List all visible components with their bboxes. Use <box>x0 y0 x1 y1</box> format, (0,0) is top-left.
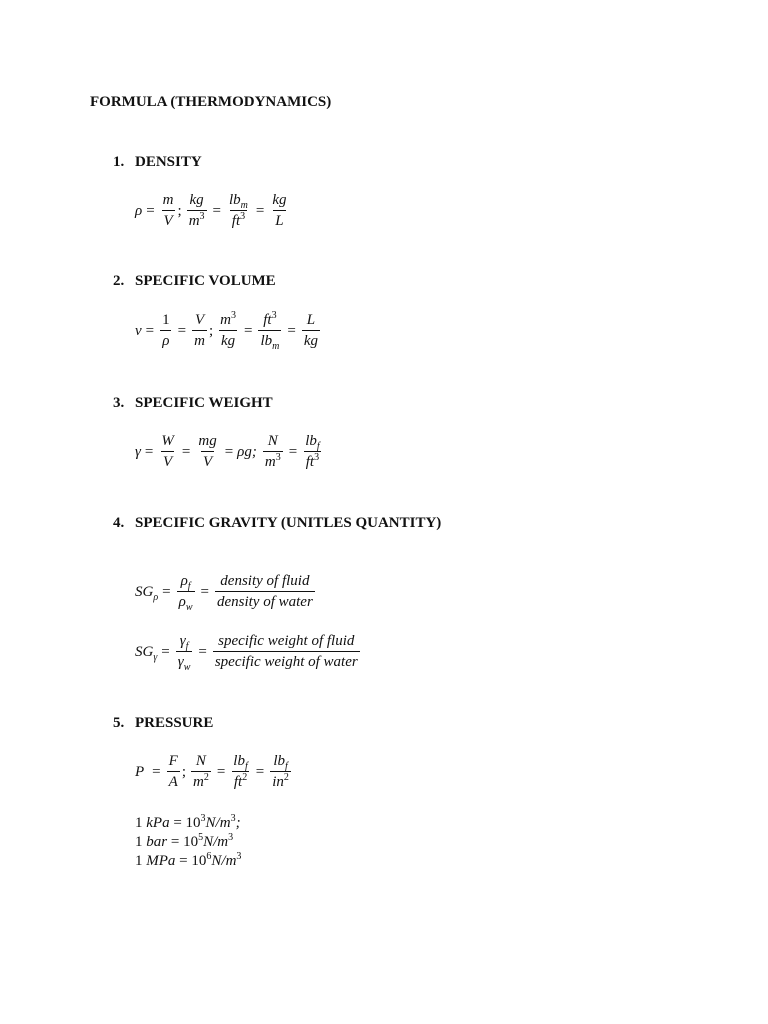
section-heading-pressure <box>113 715 213 732</box>
section-title: PRESSURE <box>135 715 214 731</box>
section-title: SPECIFIC WEIGHT <box>135 395 273 411</box>
section-heading-specific-weight <box>113 395 273 412</box>
symbol: γ <box>135 443 141 460</box>
section-number: 5. <box>113 715 125 731</box>
fraction: $\frac{1}{\rho}$ <box>162 312 170 349</box>
fraction: $\frac{\rho_f}{\rho_w}$ <box>178 573 193 613</box>
fraction: $\frac{mg}{V}$ <box>198 433 217 470</box>
section-title: SPECIFIC GRAVITY (UNITLES QUANTITY) <box>135 515 442 531</box>
fraction: $\frac{W}{V}$ <box>161 433 174 470</box>
density-formula: ρ = $\frac{m}{V}$ ; $\frac{kg}{m^3}$ = $\frac{lb_m}{ft^3}$ = $\frac{kg}{L}$ <box>135 192 287 229</box>
symbol: v <box>135 322 142 339</box>
fraction: $\frac{ft^3}{lb_m}$ <box>260 310 280 352</box>
fraction: $\frac{kg}{L}$ <box>272 192 287 229</box>
page-title: FORMULA (THERMODYNAMICS) <box>90 94 332 110</box>
fraction: $\frac{lb_f}{in^2}$ <box>272 753 289 790</box>
section-title: DENSITY <box>135 154 202 170</box>
section-number: 1. <box>113 154 125 170</box>
fraction: $\frac{\gamma_f}{\gamma_w}$ <box>177 633 191 673</box>
section-title: SPECIFIC VOLUME <box>135 273 276 289</box>
section-number: 4. <box>113 515 125 531</box>
section-heading-density <box>113 154 202 171</box>
specific-weight-formula: γ = $\frac{W}{V}$ = $\frac{mg}{V}$ = ρg; $\frac{N}{m^3}$ = $\frac{lb_f}{ft^3}$ <box>135 433 320 470</box>
fraction: $\frac{F}{A}$ <box>168 753 178 790</box>
symbol: $SG_\gamma$ <box>135 643 158 663</box>
fraction: $\frac{N}{m^3}$ <box>264 433 281 470</box>
specific-gravity-weight-formula: $SG_\gamma$ = $\frac{\gamma_f}{\gamma_w}$ = $\frac{\text{specific weight of fluid}}{\text{specific weight of water}}$ <box>135 633 358 673</box>
section-heading-specific-gravity <box>113 515 441 532</box>
symbol: ρ <box>135 202 143 219</box>
section-number: 3. <box>113 395 125 411</box>
fraction: $\frac{lb_f}{ft^3}$ <box>305 433 320 470</box>
conversion-kpa: 1 kPa = $10^3N/m^3$; <box>135 813 241 831</box>
section-heading-specific-volume <box>113 273 276 290</box>
fraction: $\frac{m}{V}$ <box>162 192 174 229</box>
fraction: $\frac{V}{m}$ <box>194 312 205 349</box>
fraction: $\frac{\text{density of fluid}}{\text{density of water}}$ <box>216 573 313 610</box>
fraction: $\frac{lb_f}{ft^2}$ <box>233 753 248 790</box>
fraction: $\frac{lb_m}{ft^3}$ <box>229 192 248 229</box>
fraction: $\frac{m^3}{kg}$ <box>220 310 236 349</box>
symbol: $SG_\rho$ <box>135 583 159 603</box>
fraction: $\frac{kg}{m^3}$ <box>188 192 205 229</box>
fraction: $\frac{L}{kg}$ <box>303 312 318 349</box>
fraction: $\frac{N}{m^2}$ <box>192 753 209 790</box>
fraction: $\frac{\text{specific weight of fluid}}{\text{specific weight of water}}$ <box>214 633 358 670</box>
symbol: P <box>135 763 145 780</box>
conversion-mpa: 1 MPa = $10^6N/m^3$ <box>135 851 242 869</box>
specific-gravity-density-formula: $SG_\rho$ = $\frac{\rho_f}{\rho_w}$ = $\frac{\text{density of fluid}}{\text{density of water}}$ <box>135 573 313 613</box>
conversion-bar: 1 bar = $10^5N/m^3$ <box>135 832 234 850</box>
specific-volume-formula: v = $\frac{1}{\rho}$ = $\frac{V}{m}$ ; $\frac{m^3}{kg}$ = $\frac{ft^3}{lb_m}$ = $\frac{L}{kg}$ <box>135 310 318 352</box>
section-number: 2. <box>113 273 125 289</box>
pressure-formula: P = $\frac{F}{A}$ ; $\frac{N}{m^2}$ = $\frac{lb_f}{ft^2}$ = $\frac{lb_f}{in^2}$ <box>135 753 289 790</box>
